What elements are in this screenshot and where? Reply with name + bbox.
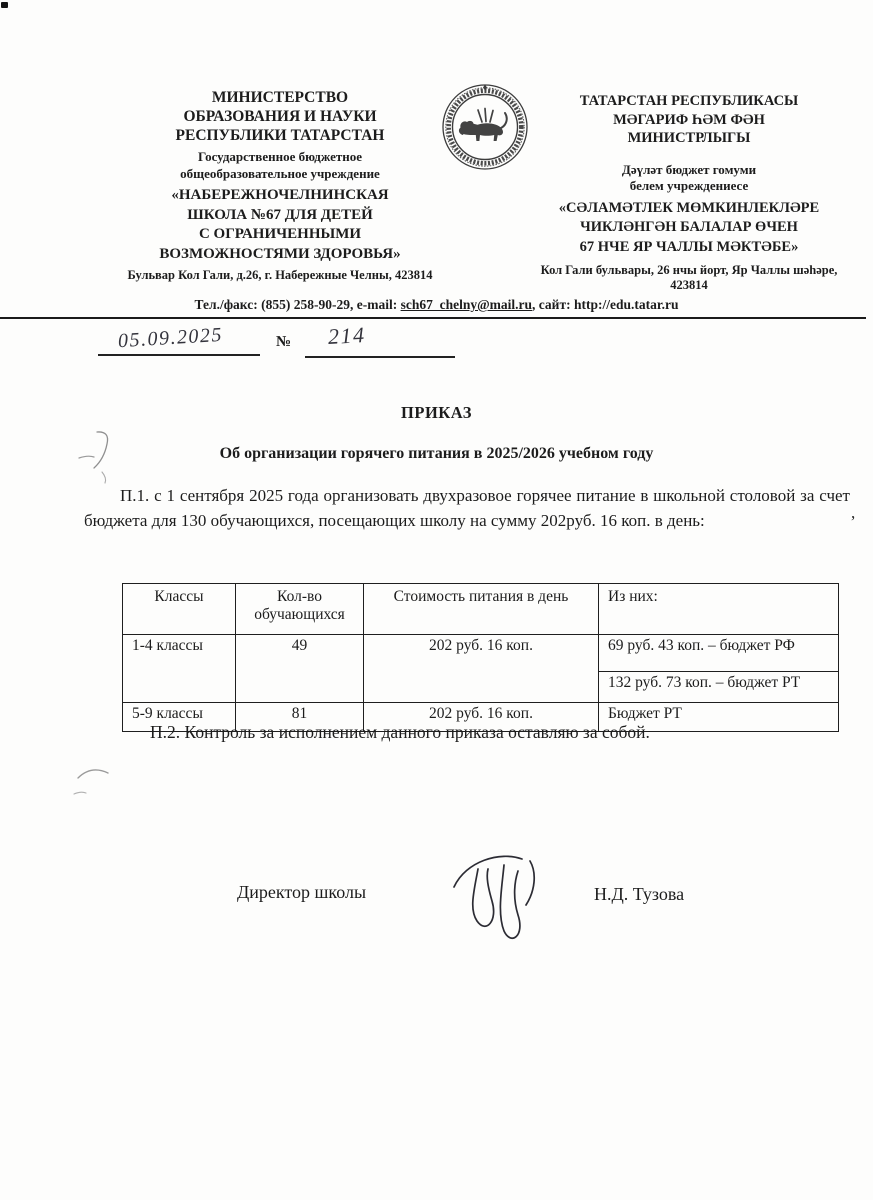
phone-fax-label: Тел./факс: (855) 258-90-29, e-mail:: [194, 297, 401, 312]
cell-cost-row2: 202 руб. 16 коп.: [364, 703, 599, 732]
header-left-russian: [112, 88, 448, 264]
handwritten-signature: [446, 843, 556, 948]
table-row: [123, 635, 839, 672]
column-header-cost: Стоимость питания в день: [364, 584, 599, 635]
scan-corner-artifact: [1, 2, 8, 8]
number-underline: [305, 356, 455, 358]
ministry-name-line: ОБРАЗОВАНИЯ И НАУКИ: [183, 108, 377, 125]
cell-breakdown-budget-rt: Бюджет РТ: [599, 703, 839, 732]
org-type-line-tatar: Дәүләт бюджет гомуми: [621, 161, 757, 177]
org-type-line: общеобразовательное учреждение: [180, 165, 380, 181]
order-title: ПРИКАЗ: [401, 403, 472, 422]
winged-leopard-icon: [459, 109, 507, 142]
column-header-count: Кол-во обучающихся: [236, 584, 364, 635]
cell-cost-row1: 202 руб. 16 коп.: [364, 635, 599, 703]
school-name-line: «НАБЕРЕЖНОЧЕЛНИНСКАЯ: [171, 187, 389, 203]
address-tatar-line: 423814: [670, 278, 708, 292]
emblem-seal-icon: [441, 83, 529, 171]
cell-breakdown-rf: 69 руб. 43 коп. – бюджет РФ: [599, 635, 839, 672]
cell-breakdown-rt: 132 руб. 73 коп. – бюджет РТ: [599, 672, 839, 703]
address-russian: Бульвар Кол Гали, д.26, г. Набережные Челны, 423814: [127, 268, 433, 282]
header-right-tatar: [520, 92, 858, 257]
school-name-line: ШКОЛА №67 ДЛЯ ДЕТЕЙ: [187, 206, 373, 223]
cell-count-81: 81: [236, 703, 364, 732]
ministry-name-line: МИНИСТЕРСТВО: [211, 89, 349, 106]
org-type-line-tatar: белем учреждениесе: [629, 178, 749, 193]
order-subject: Об организации горячего питания в 2025/2026 учебном году: [219, 445, 654, 462]
email-text: sch67_chelny@mail.ru: [400, 297, 533, 312]
table-header-row: [123, 584, 839, 635]
school-name-line-tatar: 67 НЧЕ ЯР ЧАЛЛЫ МӘКТӘБЕ»: [579, 238, 799, 255]
contact-line: [0, 297, 873, 313]
ministry-name-line-tatar: МӘГАРИФ ҺӘМ ФӘН: [613, 111, 765, 128]
address-tatar: [516, 263, 862, 293]
stray-comma-artifact: ,: [851, 503, 856, 522]
handwritten-date: 05.09.2025: [117, 323, 224, 353]
org-type-line: Государственное бюджетное: [197, 149, 363, 164]
signatory-name: Н.Д. Тузова: [594, 884, 685, 904]
site-label: , сайт: http://edu.tatar.ru: [532, 297, 679, 312]
date-underline: [98, 354, 260, 356]
meals-funding-table: [122, 583, 839, 732]
pen-squiggle-artifact: [72, 752, 127, 802]
paragraph-p1: П.1. с 1 сентября 2025 года организовать двухразовое горячее питание в школьной столовой за счет бюджета для 130 обучающихся, посещающих школу на сумму 202руб. 16 коп. в день:: [84, 486, 850, 530]
handwritten-order-number: 214: [327, 322, 367, 349]
school-name-line: С ОГРАНИЧЕННЫМИ: [198, 226, 362, 242]
school-name-line: ВОЗМОЖНОСТЯМИ ЗДОРОВЬЯ»: [159, 245, 401, 262]
tatarstan-coat-of-arms-emblem: [441, 83, 529, 171]
header-separator-line: [0, 317, 866, 319]
cell-classes-1-4: 1-4 классы: [123, 635, 236, 703]
column-header-breakdown: Из них:: [599, 584, 839, 635]
cell-classes-5-9: 5-9 классы: [123, 703, 236, 732]
ministry-name-line-tatar: МИНИСТРЛЫГЫ: [627, 130, 751, 146]
cell-count-49: 49: [236, 635, 364, 703]
number-sign: №: [276, 334, 292, 350]
address-tatar-line: Кол Гали бульвары, 26 нчы йорт, Яр Чаллы шәһәре,: [540, 263, 838, 277]
school-name-line-tatar: «СӘЛАМӘТЛЕК МӨМКИНЛЕКЛӘРЕ: [558, 199, 820, 216]
ministry-name-line-tatar: ТАТАРСТАН РЕСПУБЛИКАСЫ: [579, 93, 799, 109]
ministry-name-line: РЕСПУБЛИКИ ТАТАРСТАН: [175, 127, 385, 144]
paragraph-p2: П.2. Контроль за исполнением данного приказа оставляю за собой.: [150, 722, 650, 742]
column-header-classes: Классы: [123, 584, 236, 635]
signatory-role: Директор школы: [237, 882, 367, 902]
school-name-line-tatar: ЧИКЛӘНГӘН БАЛАЛАР ӨЧЕН: [580, 219, 798, 235]
